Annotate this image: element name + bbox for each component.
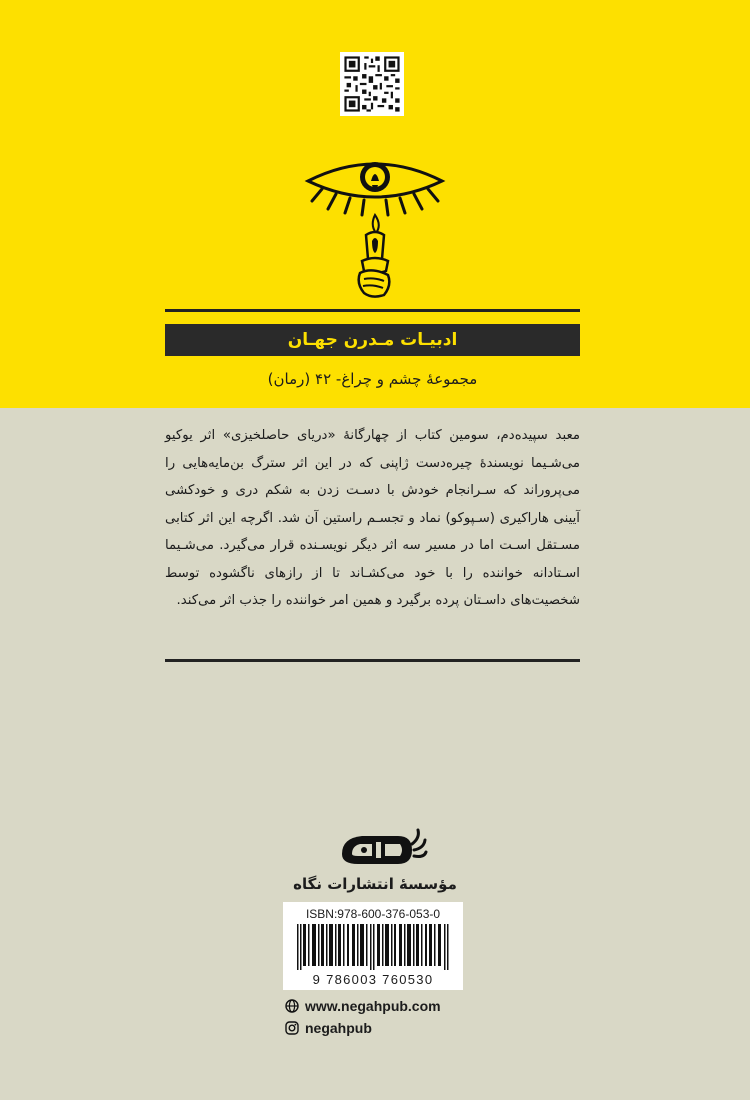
instagram-row[interactable] <box>285 1020 372 1036</box>
top-divider <box>165 309 580 312</box>
book-description <box>165 422 580 615</box>
isbn-label: ISBN:978-600-376-053-0 <box>305 907 441 921</box>
series-title: ادبیـات مـدرن جهـان <box>287 330 458 350</box>
website-link[interactable]: www.negahpub.com <box>305 998 441 1014</box>
collection-subtitle: مجموعهٔ چشم و چراغ- ۴۲ (رمان) <box>267 370 478 388</box>
barcode-bars <box>297 924 449 970</box>
qr-code-icon[interactable] <box>340 52 404 116</box>
negah-logo-icon <box>328 824 428 874</box>
eye-lamp-emblem-icon <box>300 155 450 305</box>
instagram-handle[interactable]: negahpub <box>305 1020 372 1036</box>
isbn-barcode <box>283 902 463 990</box>
series-title-bar <box>165 324 580 356</box>
globe-icon <box>285 999 299 1013</box>
website-row[interactable] <box>285 998 441 1014</box>
bottom-divider <box>165 659 580 662</box>
instagram-icon <box>285 1021 299 1035</box>
barcode-digits: 9 786003 760530 <box>312 972 434 987</box>
publisher-name: مؤسسهٔ انتشارات نگاه <box>293 875 457 893</box>
description-text: معبد سپیده‌دم، سومین کتاب از چهارگانهٔ «دریای حاصلخیزی» اثر یوکیو می‌شـیما نویسندهٔ چیره‌دست ژاپنی که در این اثر سترگ بن‌مایه‌هایی را می‌پروراند که سـرانجام خودش با دسـت زدن به شکم دری و خودکشی آیینی هاراکیری (سـپوکو) نماد و تجسـم راستین آن شد. اگرچه این اثر کتابی مسـتقل اسـت اما در مسیر سه اثر دیگر نویسـنده قرار می‌گیرد. می‌شـیما اسـتادانه خواننده را با خود می‌کشـاند تا از رازهای ناگشوده توسط شخصیت‌های داسـتان پرده برگیرد و همین امر خواننده را جذب اثر می‌کند. <box>165 428 580 608</box>
